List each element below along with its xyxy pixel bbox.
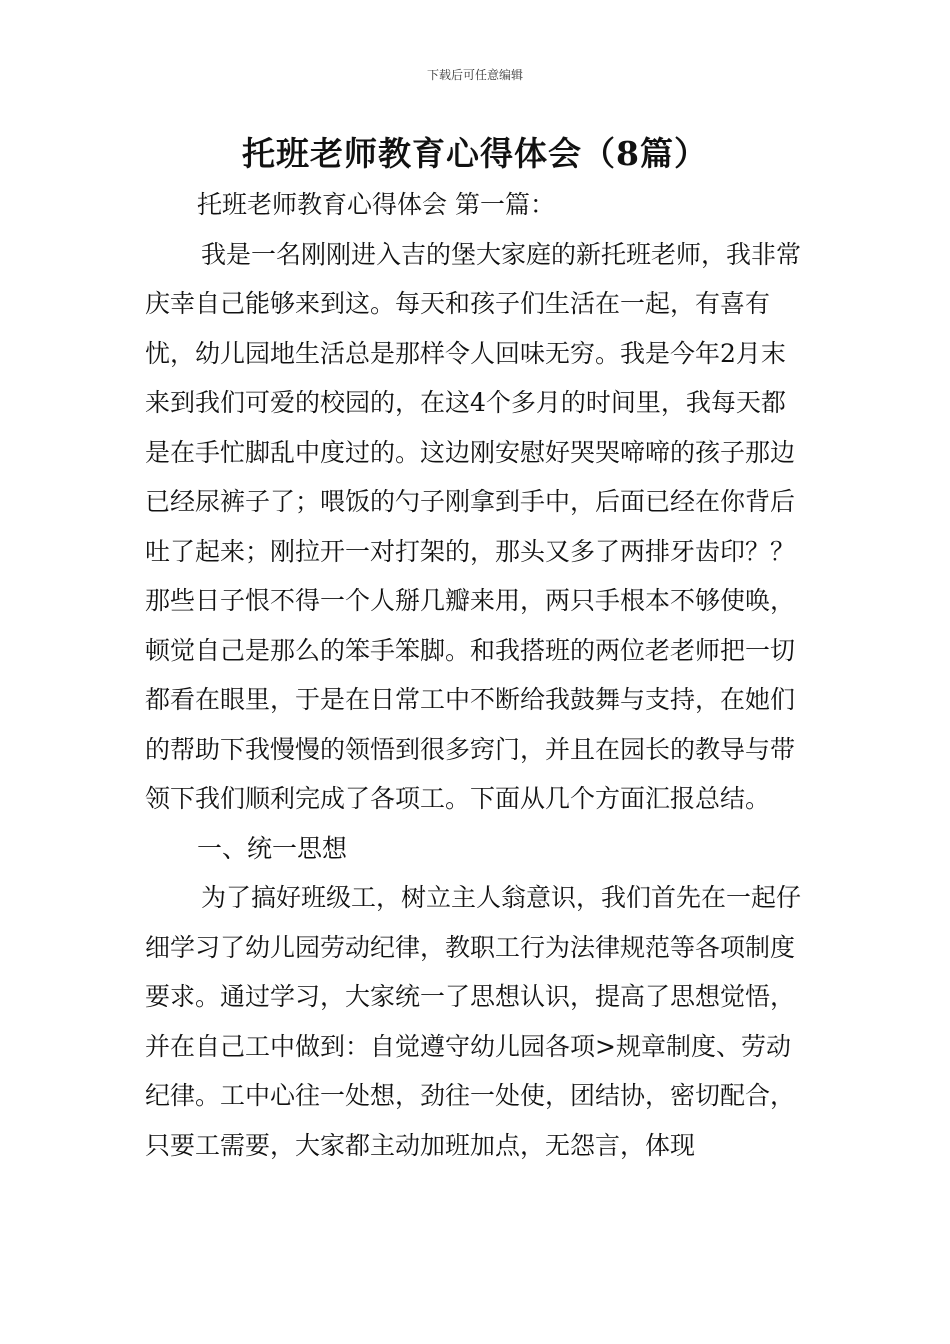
paragraph-2: 为了搞好班级工，树立主人翁意识，我们首先在一起仔细学习了幼儿园劳动纪律，教职工行为法律规范等各项制度要求。通过学习，大家统一了思想认识，提高了思想觉悟，并在自己工中做到：自觉遵守幼儿园各项>规章制度、劳动纪律。工中心往一处想，劲往一处使，团结协，密切配合，只要工需要，大家都主动加班加点，无怨言，体现 xyxy=(145,883,802,1160)
section-heading: 一、统一思想 xyxy=(197,833,348,863)
document-body xyxy=(145,180,810,1170)
document-title: 托班老师教育心得体会（8篇） xyxy=(242,134,708,173)
subtitle: 托班老师教育心得体会 第一篇： xyxy=(197,190,555,219)
header-note: 下载后可任意编辑 xyxy=(426,68,523,82)
paragraph-1: 我是一名刚刚进入吉的堡大家庭的新托班老师，我非常庆幸自己能够来到这。每天和孩子们生活在一起，有喜有忧，幼儿园地生活总是那样令人回味无穷。我是今年2月末来到我们可爱的校园的，在这4个多月的时间里，我每天都是在手忙脚乱中度过的。这边刚安慰好哭哭啼啼的孩子那边已经尿裤子了；喂饭的勺子刚拿到手中，后面已经在你背后吐了起来；刚拉开一对打架的，那头又多了两排牙齿印？？那些日子恨不得一个人掰几瓣来用，两只手根本不够使唤，顿觉自己是那么的笨手笨脚。和我搭班的两位老老师把一切都看在眼里，于是在日常工中不断给我鼓舞与支持，在她们的帮助下我慢慢的领悟到很多窍门，并且在园长的教导与带领下我们顺利完成了各项工。下面从几个方面汇报总结。 xyxy=(145,239,802,813)
